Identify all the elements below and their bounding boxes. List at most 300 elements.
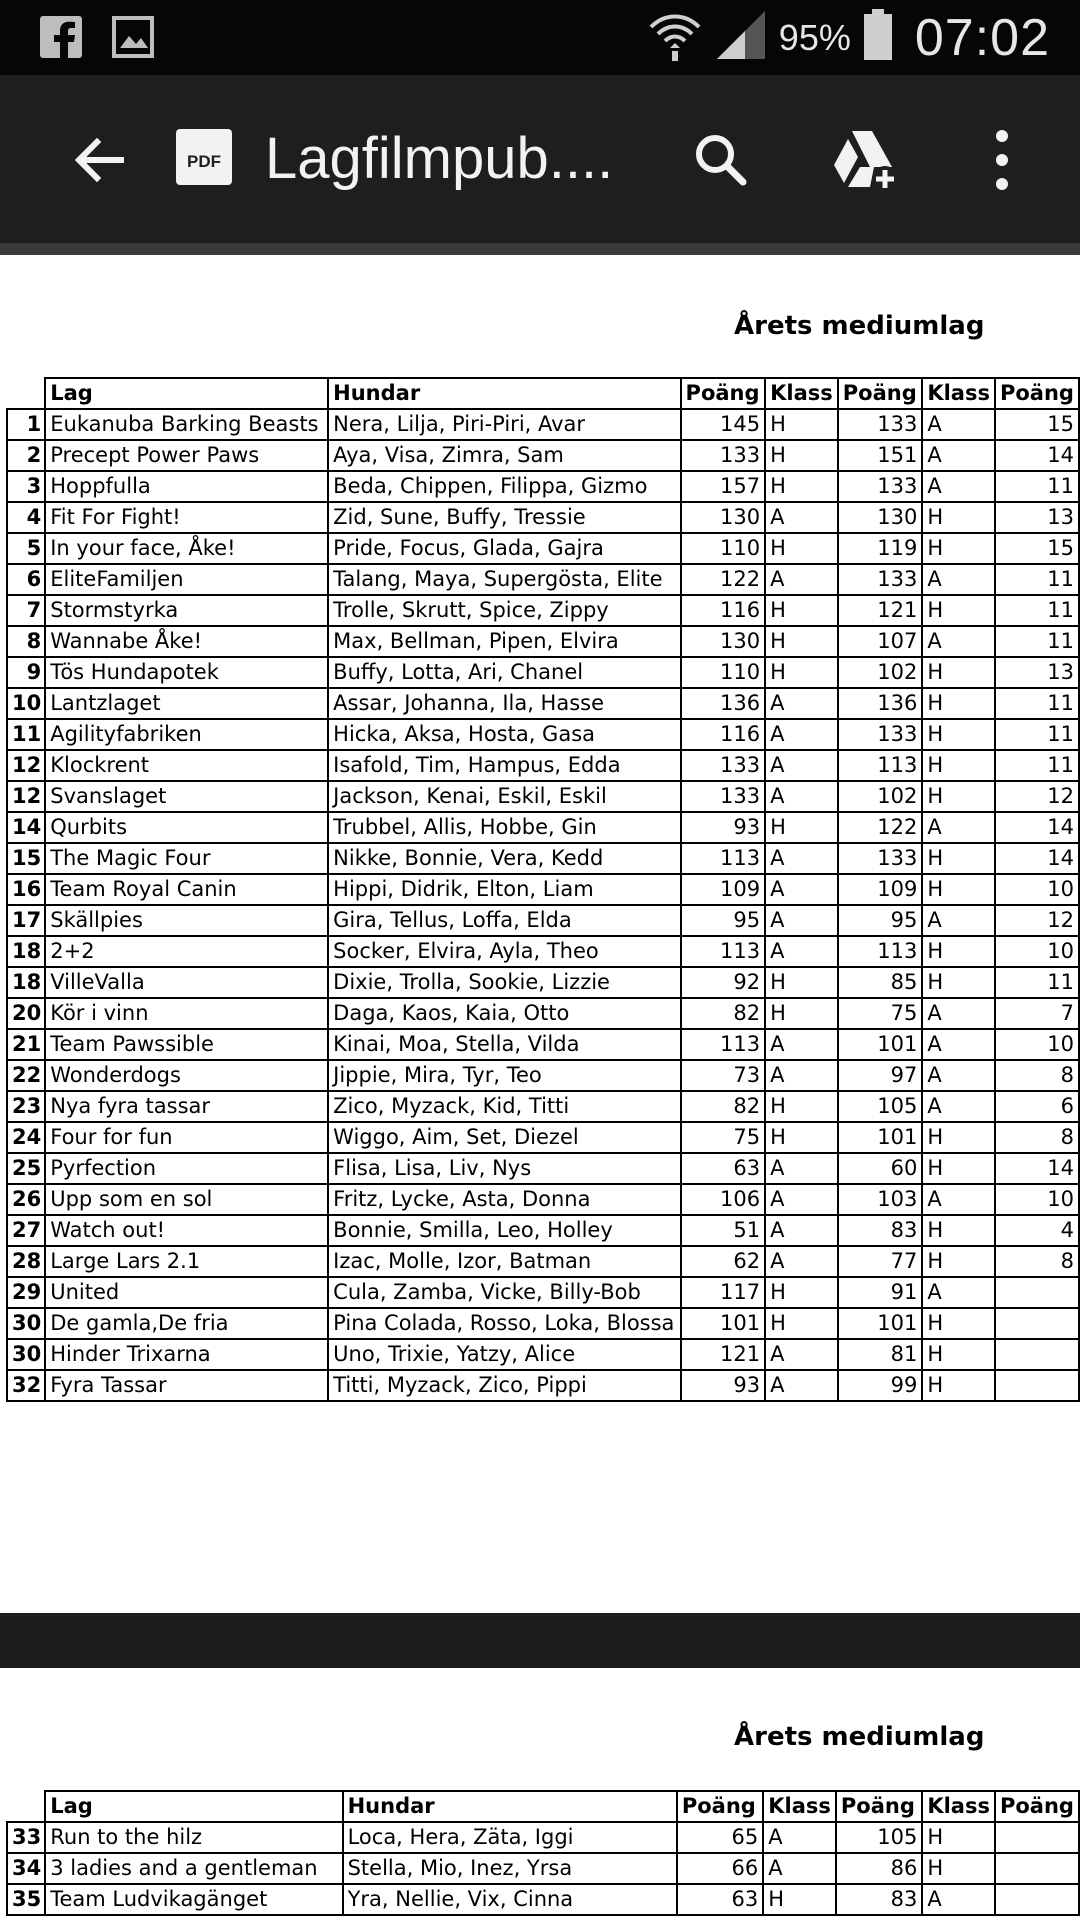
class-2-cell: H	[922, 843, 995, 874]
class-2-cell: H	[922, 688, 995, 719]
team-name-cell: Watch out!	[45, 1215, 328, 1246]
table-row	[7, 440, 1079, 471]
rank-cell: 8	[7, 626, 45, 657]
points-1-cell: 130	[681, 626, 766, 657]
table-row	[7, 471, 1079, 502]
dogs-cell: Pride, Focus, Glada, Gajra	[328, 533, 680, 564]
class-1-cell: A	[765, 1370, 838, 1401]
rank-cell: 26	[7, 1184, 45, 1215]
dogs-cell: Nikke, Bonnie, Vera, Kedd	[328, 843, 680, 874]
rank-cell: 22	[7, 1060, 45, 1091]
points-3-cell: 8	[995, 1122, 1079, 1153]
points-1-cell: 51	[681, 1215, 766, 1246]
points-2-cell: 85	[838, 967, 923, 998]
dogs-cell: Talang, Maya, Supergösta, Elite	[328, 564, 680, 595]
team-name-cell: The Magic Four	[45, 843, 328, 874]
rank-cell: 34	[7, 1853, 45, 1884]
class-1-cell: A	[763, 1853, 836, 1884]
points-3-cell	[995, 1853, 1079, 1884]
points-3-cell: 10	[995, 874, 1079, 905]
rank-cell: 25	[7, 1153, 45, 1184]
table-row	[7, 1122, 1079, 1153]
header-hundar: Hundar	[343, 1791, 677, 1822]
table-row	[7, 1153, 1079, 1184]
points-2-cell: 133	[838, 843, 923, 874]
class-1-cell: A	[765, 1246, 838, 1277]
points-1-cell: 66	[677, 1853, 763, 1884]
table-row	[7, 843, 1079, 874]
class-2-cell: A	[922, 1184, 995, 1215]
points-3-cell: 15	[995, 409, 1079, 440]
dogs-cell: Socker, Elvira, Ayla, Theo	[328, 936, 680, 967]
rank-cell: 21	[7, 1029, 45, 1060]
points-2-cell: 102	[838, 781, 923, 812]
dogs-cell: Dixie, Trolla, Sookie, Lizzie	[328, 967, 680, 998]
points-3-cell: 14	[995, 1153, 1079, 1184]
class-1-cell: H	[765, 998, 838, 1029]
table-row	[7, 502, 1079, 533]
rank-cell: 17	[7, 905, 45, 936]
table-row	[7, 1091, 1079, 1122]
points-3-cell	[995, 1884, 1079, 1915]
team-name-cell: Hoppfulla	[45, 471, 328, 502]
team-name-cell: Svanslaget	[45, 781, 328, 812]
points-1-cell: 93	[681, 812, 766, 843]
rank-cell: 18	[7, 967, 45, 998]
class-1-cell: A	[765, 1215, 838, 1246]
points-2-cell: 130	[838, 502, 923, 533]
team-name-cell: Stormstyrka	[45, 595, 328, 626]
points-1-cell: 63	[677, 1884, 763, 1915]
points-3-cell	[995, 1308, 1079, 1339]
dogs-cell: Pina Colada, Rosso, Loka, Blossa	[328, 1308, 680, 1339]
table-row	[7, 1215, 1079, 1246]
search-icon	[691, 130, 749, 188]
table-header-row	[7, 378, 1079, 409]
points-2-cell: 103	[838, 1184, 923, 1215]
dogs-cell: Max, Bellman, Pipen, Elvira	[328, 626, 680, 657]
dogs-cell: Wiggo, Aim, Set, Diezel	[328, 1122, 680, 1153]
class-2-cell: H	[922, 874, 995, 905]
class-2-cell: H	[922, 533, 995, 564]
rank-header	[7, 1791, 45, 1822]
points-3-cell: 14	[995, 843, 1079, 874]
arrow-back-icon	[71, 132, 127, 188]
team-name-cell: Skällpies	[45, 905, 328, 936]
class-2-cell: H	[922, 1122, 995, 1153]
points-3-cell: 11	[995, 564, 1079, 595]
dogs-cell: Hippi, Didrik, Elton, Liam	[328, 874, 680, 905]
team-name-cell: Wonderdogs	[45, 1060, 328, 1091]
header-poang-2: Poäng	[836, 1791, 922, 1822]
header-klass-2: Klass	[922, 1791, 995, 1822]
points-2-cell: 113	[838, 750, 923, 781]
points-1-cell: 113	[681, 936, 766, 967]
rank-cell: 18	[7, 936, 45, 967]
rank-cell: 16	[7, 874, 45, 905]
rank-cell: 33	[7, 1822, 45, 1853]
search-button[interactable]	[688, 127, 752, 191]
rank-cell: 30	[7, 1308, 45, 1339]
points-1-cell: 109	[681, 874, 766, 905]
dogs-cell: Yra, Nellie, Vix, Cinna	[343, 1884, 677, 1915]
points-1-cell: 82	[681, 1091, 766, 1122]
header-klass-1: Klass	[765, 378, 838, 409]
dogs-cell: Aya, Visa, Zimra, Sam	[328, 440, 680, 471]
rank-cell: 15	[7, 843, 45, 874]
dogs-cell: Stella, Mio, Inez, Yrsa	[343, 1853, 677, 1884]
points-2-cell: 101	[838, 1029, 923, 1060]
class-2-cell: H	[922, 781, 995, 812]
class-2-cell: A	[922, 440, 995, 471]
class-2-cell: H	[922, 1853, 995, 1884]
header-poang-1: Poäng	[681, 378, 766, 409]
class-1-cell: A	[765, 688, 838, 719]
dogs-cell: Loca, Hera, Zäta, Iggi	[343, 1822, 677, 1853]
team-name-cell: VilleValla	[45, 967, 328, 998]
class-2-cell: A	[922, 564, 995, 595]
rank-cell: 35	[7, 1884, 45, 1915]
class-2-cell: H	[922, 1339, 995, 1370]
battery-percent: 95%	[778, 16, 851, 58]
table-row	[7, 781, 1079, 812]
points-2-cell: 83	[836, 1884, 922, 1915]
class-2-cell: H	[922, 1822, 995, 1853]
class-1-cell: A	[765, 750, 838, 781]
rank-cell: 9	[7, 657, 45, 688]
rank-cell: 3	[7, 471, 45, 502]
dogs-cell: Trolle, Skrutt, Spice, Zippy	[328, 595, 680, 626]
points-3-cell: 12	[995, 905, 1079, 936]
points-2-cell: 95	[838, 905, 923, 936]
points-3-cell: 10	[995, 1184, 1079, 1215]
class-2-cell: A	[922, 1091, 995, 1122]
points-3-cell	[995, 1822, 1079, 1853]
dogs-cell: Gira, Tellus, Loffa, Elda	[328, 905, 680, 936]
class-1-cell: H	[765, 1308, 838, 1339]
points-1-cell: 157	[681, 471, 766, 502]
class-2-cell: A	[922, 998, 995, 1029]
header-hundar: Hundar	[328, 378, 680, 409]
class-1-cell: H	[765, 812, 838, 843]
class-1-cell: H	[765, 533, 838, 564]
points-2-cell: 113	[838, 936, 923, 967]
table-row	[7, 1853, 1079, 1884]
table-row	[7, 1246, 1079, 1277]
class-1-cell: A	[765, 1184, 838, 1215]
dogs-cell: Izac, Molle, Izor, Batman	[328, 1246, 680, 1277]
points-3-cell: 10	[995, 1029, 1079, 1060]
points-1-cell: 130	[681, 502, 766, 533]
points-3-cell: 7	[995, 998, 1079, 1029]
table-row	[7, 409, 1079, 440]
rank-cell: 12	[7, 750, 45, 781]
more-options-button[interactable]	[980, 123, 1024, 197]
add-to-drive-button[interactable]	[828, 123, 902, 197]
table-row	[7, 1308, 1079, 1339]
points-2-cell: 91	[838, 1277, 923, 1308]
results-table	[6, 1790, 1080, 1916]
class-1-cell: H	[765, 626, 838, 657]
rank-header	[7, 378, 45, 409]
page-heading: Årets mediumlag	[734, 311, 985, 341]
points-1-cell: 117	[681, 1277, 766, 1308]
points-3-cell	[995, 1277, 1079, 1308]
app-bar	[0, 75, 1080, 243]
class-2-cell: H	[922, 502, 995, 533]
table-row	[7, 1822, 1079, 1853]
points-1-cell: 136	[681, 688, 766, 719]
points-3-cell: 14	[995, 812, 1079, 843]
class-2-cell: H	[922, 1246, 995, 1277]
rank-cell: 4	[7, 502, 45, 533]
points-2-cell: 107	[838, 626, 923, 657]
team-name-cell: Tös Hundapotek	[45, 657, 328, 688]
class-1-cell: H	[765, 440, 838, 471]
team-name-cell: 3 ladies and a gentleman	[45, 1853, 342, 1884]
team-name-cell: United	[45, 1277, 328, 1308]
header-klass-2: Klass	[922, 378, 995, 409]
rank-cell: 24	[7, 1122, 45, 1153]
points-2-cell: 109	[838, 874, 923, 905]
table-row	[7, 1370, 1079, 1401]
points-1-cell: 121	[681, 1339, 766, 1370]
dogs-cell: Bonnie, Smilla, Leo, Holley	[328, 1215, 680, 1246]
team-name-cell: Large Lars 2.1	[45, 1246, 328, 1277]
rank-cell: 6	[7, 564, 45, 595]
team-name-cell: Upp som en sol	[45, 1184, 328, 1215]
points-2-cell: 77	[838, 1246, 923, 1277]
table-row	[7, 1184, 1079, 1215]
points-3-cell: 6	[995, 1091, 1079, 1122]
table-row	[7, 657, 1079, 688]
team-name-cell: Team Pawssible	[45, 1029, 328, 1060]
points-3-cell: 11	[995, 471, 1079, 502]
table-row	[7, 936, 1079, 967]
table-row	[7, 905, 1079, 936]
table-row	[7, 719, 1079, 750]
class-2-cell: A	[922, 471, 995, 502]
team-name-cell: Pyrfection	[45, 1153, 328, 1184]
class-2-cell: A	[922, 905, 995, 936]
points-3-cell: 11	[995, 688, 1079, 719]
results-table	[6, 377, 1080, 1402]
points-2-cell: 97	[838, 1060, 923, 1091]
points-3-cell	[995, 1339, 1079, 1370]
header-poang-2: Poäng	[838, 378, 923, 409]
points-3-cell: 14	[995, 440, 1079, 471]
team-name-cell: Kör i vinn	[45, 998, 328, 1029]
header-poang-3: Poäng	[995, 1791, 1079, 1822]
table-row	[7, 967, 1079, 998]
rank-cell: 29	[7, 1277, 45, 1308]
points-1-cell: 93	[681, 1370, 766, 1401]
header-lag: Lag	[45, 1791, 342, 1822]
class-1-cell: A	[765, 936, 838, 967]
rank-cell: 10	[7, 688, 45, 719]
team-name-cell: Hinder Trixarna	[45, 1339, 328, 1370]
team-name-cell: EliteFamiljen	[45, 564, 328, 595]
points-2-cell: 105	[838, 1091, 923, 1122]
class-2-cell: H	[922, 967, 995, 998]
class-2-cell: A	[922, 1277, 995, 1308]
rank-cell: 27	[7, 1215, 45, 1246]
class-1-cell: H	[765, 1122, 838, 1153]
dogs-cell: Assar, Johanna, Ila, Hasse	[328, 688, 680, 719]
table-row	[7, 1060, 1079, 1091]
class-2-cell: A	[922, 1029, 995, 1060]
dogs-cell: Nera, Lilja, Piri-Piri, Avar	[328, 409, 680, 440]
team-name-cell: Four for fun	[45, 1122, 328, 1153]
table-row	[7, 533, 1079, 564]
points-2-cell: 86	[836, 1853, 922, 1884]
class-2-cell: H	[922, 657, 995, 688]
class-2-cell: H	[922, 1370, 995, 1401]
points-1-cell: 62	[681, 1246, 766, 1277]
class-1-cell: A	[765, 1153, 838, 1184]
rank-cell: 7	[7, 595, 45, 626]
class-1-cell: A	[765, 564, 838, 595]
table-row	[7, 564, 1079, 595]
class-1-cell: H	[765, 409, 838, 440]
dogs-cell: Fritz, Lycke, Asta, Donna	[328, 1184, 680, 1215]
points-3-cell: 11	[995, 595, 1079, 626]
dogs-cell: Flisa, Lisa, Liv, Nys	[328, 1153, 680, 1184]
more-vert-icon	[992, 128, 1012, 192]
points-2-cell: 102	[838, 657, 923, 688]
points-3-cell	[995, 1370, 1079, 1401]
back-button[interactable]	[64, 125, 134, 195]
points-3-cell: 12	[995, 781, 1079, 812]
points-3-cell: 13	[995, 657, 1079, 688]
class-1-cell: H	[765, 471, 838, 502]
team-name-cell: Qurbits	[45, 812, 328, 843]
class-1-cell: A	[763, 1822, 836, 1853]
team-name-cell: 2+2	[45, 936, 328, 967]
points-2-cell: 105	[836, 1822, 922, 1853]
table-row	[7, 1277, 1079, 1308]
table-row	[7, 750, 1079, 781]
class-2-cell: A	[922, 1060, 995, 1091]
class-1-cell: A	[765, 502, 838, 533]
team-name-cell: Wannabe Åke!	[45, 626, 328, 657]
class-1-cell: H	[763, 1884, 836, 1915]
facebook-icon	[38, 14, 84, 60]
table-row	[7, 998, 1079, 1029]
points-1-cell: 73	[681, 1060, 766, 1091]
team-name-cell: In your face, Åke!	[45, 533, 328, 564]
rank-cell: 11	[7, 719, 45, 750]
points-2-cell: 119	[838, 533, 923, 564]
rank-cell: 20	[7, 998, 45, 1029]
dogs-cell: Daga, Kaos, Kaia, Otto	[328, 998, 680, 1029]
class-2-cell: A	[922, 409, 995, 440]
points-3-cell: 11	[995, 750, 1079, 781]
drive-add-icon	[830, 127, 900, 193]
dogs-cell: Beda, Chippen, Filippa, Gizmo	[328, 471, 680, 502]
header-poang-3: Poäng	[995, 378, 1079, 409]
points-1-cell: 122	[681, 564, 766, 595]
points-2-cell: 60	[838, 1153, 923, 1184]
class-1-cell: A	[765, 905, 838, 936]
dogs-cell: Kinai, Moa, Stella, Vilda	[328, 1029, 680, 1060]
points-1-cell: 110	[681, 657, 766, 688]
class-1-cell: H	[765, 1277, 838, 1308]
points-2-cell: 101	[838, 1122, 923, 1153]
class-1-cell: A	[765, 781, 838, 812]
points-1-cell: 92	[681, 967, 766, 998]
points-1-cell: 133	[681, 440, 766, 471]
points-2-cell: 75	[838, 998, 923, 1029]
points-1-cell: 101	[681, 1308, 766, 1339]
dogs-cell: Zico, Myzack, Kid, Titti	[328, 1091, 680, 1122]
header-klass-1: Klass	[763, 1791, 836, 1822]
table-row	[7, 874, 1079, 905]
rank-cell: 14	[7, 812, 45, 843]
dogs-cell: Buffy, Lotta, Ari, Chanel	[328, 657, 680, 688]
points-1-cell: 110	[681, 533, 766, 564]
dogs-cell: Jippie, Mira, Tyr, Teo	[328, 1060, 680, 1091]
pdf-page-1[interactable]	[0, 255, 1080, 1613]
class-2-cell: H	[922, 750, 995, 781]
class-2-cell: A	[922, 626, 995, 657]
class-2-cell: H	[922, 719, 995, 750]
class-1-cell: A	[765, 843, 838, 874]
points-1-cell: 133	[681, 781, 766, 812]
class-1-cell: H	[765, 657, 838, 688]
points-1-cell: 116	[681, 595, 766, 626]
class-2-cell: H	[922, 1308, 995, 1339]
team-name-cell: Team Ludvikagänget	[45, 1884, 342, 1915]
gallery-icon	[110, 14, 156, 60]
points-2-cell: 81	[838, 1339, 923, 1370]
points-2-cell: 133	[838, 719, 923, 750]
dogs-cell: Titti, Myzack, Zico, Pippi	[328, 1370, 680, 1401]
table-row	[7, 626, 1079, 657]
points-3-cell: 13	[995, 502, 1079, 533]
points-3-cell: 4	[995, 1215, 1079, 1246]
pdf-badge-label: PDF	[187, 152, 221, 171]
points-1-cell: 65	[677, 1822, 763, 1853]
status-bar	[0, 0, 1080, 75]
points-2-cell: 101	[838, 1308, 923, 1339]
pdf-page-2[interactable]	[0, 1668, 1080, 1920]
table-row	[7, 1884, 1079, 1915]
table-row	[7, 812, 1079, 843]
pdf-file-icon	[176, 129, 232, 185]
dogs-cell: Cula, Zamba, Vicke, Billy-Bob	[328, 1277, 680, 1308]
points-1-cell: 133	[681, 750, 766, 781]
clock: 07:02	[914, 8, 1050, 67]
class-2-cell: H	[922, 595, 995, 626]
class-1-cell: A	[765, 1339, 838, 1370]
team-name-cell: De gamla,De fria	[45, 1308, 328, 1339]
points-2-cell: 151	[838, 440, 923, 471]
rank-cell: 1	[7, 409, 45, 440]
rank-cell: 2	[7, 440, 45, 471]
team-name-cell: Eukanuba Barking Beasts	[45, 409, 328, 440]
page-heading: Årets mediumlag	[734, 1722, 985, 1752]
points-1-cell: 145	[681, 409, 766, 440]
class-1-cell: A	[765, 874, 838, 905]
class-1-cell: H	[765, 967, 838, 998]
points-2-cell: 133	[838, 409, 923, 440]
dogs-cell: Trubbel, Allis, Hobbe, Gin	[328, 812, 680, 843]
dogs-cell: Hicka, Aksa, Hosta, Gasa	[328, 719, 680, 750]
points-2-cell: 121	[838, 595, 923, 626]
class-2-cell: A	[922, 1884, 995, 1915]
points-1-cell: 113	[681, 1029, 766, 1060]
